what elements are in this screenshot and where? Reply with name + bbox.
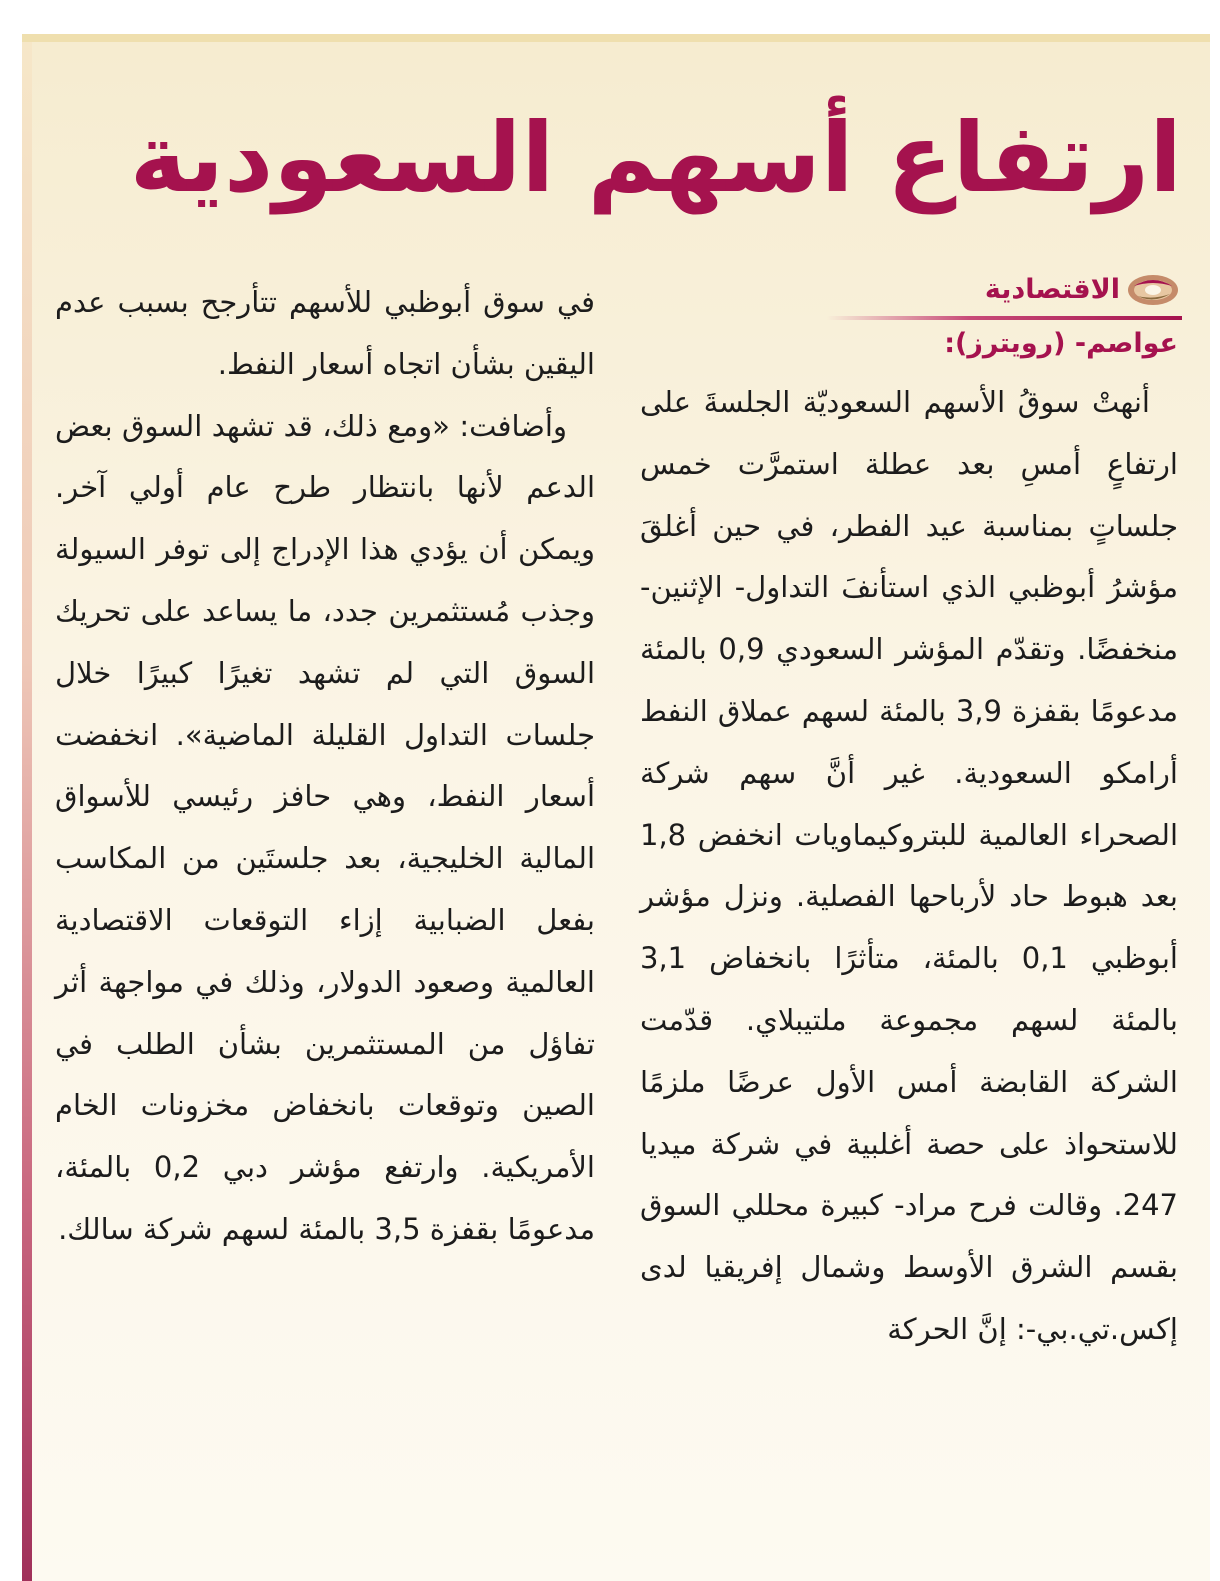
source-name: الاقتصادية: [984, 274, 1120, 305]
decorative-side-bar: [22, 42, 32, 1581]
article-column-left: [55, 272, 595, 1261]
article-paragraph: في سوق أبوظبي للأسهم تتأرجح بسبب عدم اليقين بشأن اتجاه أسعار النفط.: [55, 285, 595, 381]
headline: ارتفاع أسهم السعودية: [129, 102, 1182, 214]
article-paragraph: أنهتْ سوقُ الأسهم السعوديّة الجلسةَ على ارتفاعٍ أمسِ بعد عطلة استمرَّت خمس جلساتٍ بمناسبة عيد الفطر، في حين أغلقَ مؤشرُ أبوظبي الذي استأنفَ التداول- الإثنين- منخفضًا. وتقدّم المؤشر السعودي 0,9 بالمئة مدعومًا بقفزة 3,9 بالمئة لسهم عملاق النفط أرامكو السعودية. غير أنَّ سهم شركة الصحراء العالمية للبتروكيماويات انخفض 1,8 بعد هبوط حاد لأرباحها الفصلية. ونزل مؤشر أبوظبي 0,1 بالمئة، متأثرًا بانخفاض 3,1 بالمئة لسهم مجموعة ملتيبلاي. قدّمت الشركة القابضة أمس الأول عرضًا ملزمًا للاستحواذ على حصة أغلبية في شركة ميديا 247. وقالت فرح مراد- كبيرة محللي السوق بقسم الشرق الأوسط وشمال إفريقيا لدى إكس.تي.بي-: إنَّ الحركة: [640, 385, 1178, 1346]
source-brand: [830, 268, 1180, 312]
article-paragraph: وأضافت: «ومع ذلك، قد تشهد السوق بعض الدعم لأنها بانتظار طرح عام أولي آخر. ويمكن أن يؤدي هذا الإدراج إلى توفر السيولة وجذب مُستثمرين جدد، ما يساعد على تحريك السوق التي لم تشهد تغيرًا كبيرًا خلال جلسات التداول القليلة الماضية». انخفضت أسعار النفط، وهي حافز رئيسي للأسواق المالية الخليجية، بعد جلستَين من المكاسب بفعل الضبابية إزاء التوقعات الاقتصادية العالمية وصعود الدولار، وذلك في مواجهة أثر تفاؤل من المستثمرين بشأن الطلب في الصين وتوقعات بانخفاض مخزونات الخام الأمريكية. وارتفع مؤشر دبي 0,2 بالمئة، مدعومًا بقفزة 3,5 بالمئة لسهم شركة سالك.: [55, 408, 595, 1246]
dateline: عواصم- (رويترز):: [944, 328, 1178, 359]
article-column-right: [640, 372, 1178, 1361]
al-eqtisadiah-logo-icon: [1126, 272, 1180, 308]
source-underline-divider: [827, 316, 1182, 320]
